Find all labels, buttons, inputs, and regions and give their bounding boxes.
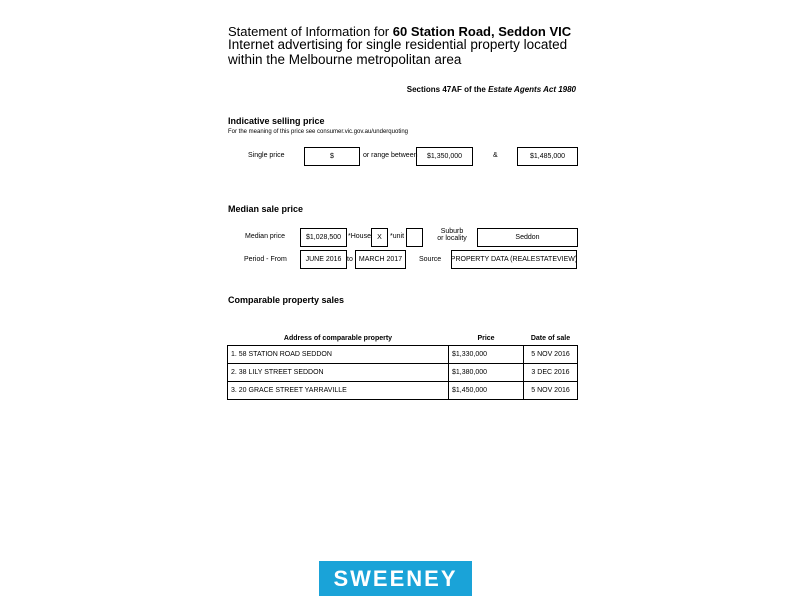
underquoting-note: For the meaning of this price see consumer.vic.gov.au/underquoting [228, 129, 408, 135]
ampersand: & [493, 152, 498, 159]
source-label: Source [419, 256, 442, 263]
table-row [228, 364, 578, 382]
sections-prefix: Sections 47AF of the [406, 85, 489, 94]
table-header-row [228, 331, 578, 346]
period-to-field: MARCH 2017 [355, 250, 406, 269]
comparable-price: $1,330,000 [449, 346, 524, 364]
sweeney-logo: SWEENEY [319, 561, 472, 596]
range-low-field: $1,350,000 [416, 147, 473, 166]
median-price-label: Median price [245, 233, 286, 240]
title-prefix: Statement of Information for [228, 24, 393, 39]
table-row [228, 382, 578, 400]
column-header-price: Price [477, 334, 495, 342]
suburb-label-line2: or locality [437, 235, 467, 242]
period-from-field: JUNE 2016 [300, 250, 347, 269]
table-row [228, 346, 578, 364]
suburb-label [437, 228, 467, 242]
column-header-address: Address of comparable property [283, 334, 393, 342]
column-header-date: Date of sale [530, 334, 571, 342]
range-high-field: $1,485,000 [517, 147, 578, 166]
house-label: *House [348, 233, 371, 240]
suburb-field: Seddon [477, 228, 578, 247]
sections-reference [300, 85, 576, 94]
to-label: to [347, 256, 353, 263]
comparable-date: 3 DEC 2016 [524, 364, 578, 382]
comparable-date: 5 NOV 2016 [524, 346, 578, 364]
comparable-address: 1. 58 STATION ROAD SEDDON [228, 346, 449, 364]
suburb-label-line1: Suburb [440, 228, 464, 235]
unit-label: *unit [390, 233, 405, 240]
source-field: PROPERTY DATA (REALESTATEVIEW) [451, 250, 577, 269]
document-subtitle: Internet advertising for single residential property located within the Melbourne metropolitan area [228, 37, 568, 67]
comparable-sales-table [227, 331, 578, 400]
comparable-price: $1,380,000 [449, 364, 524, 382]
comparable-address: 2. 38 LILY STREET SEDDON [228, 364, 449, 382]
median-heading: Median sale price [228, 204, 304, 214]
comparable-price: $1,450,000 [449, 382, 524, 400]
comparable-date: 5 NOV 2016 [524, 382, 578, 400]
comparable-heading: Comparable property sales [228, 295, 345, 305]
range-label: or range between [363, 152, 418, 159]
single-price-label: Single price [248, 152, 285, 159]
house-checkbox: X [371, 228, 388, 247]
unit-checkbox [406, 228, 423, 247]
act-name: Estate Agents Act 1980 [488, 85, 576, 94]
single-price-field: $ [304, 147, 360, 166]
indicative-heading: Indicative selling price [228, 116, 325, 126]
title-address: 60 Station Road, Seddon VIC [392, 24, 572, 39]
median-price-field: $1,028,500 [300, 228, 347, 247]
period-label: Period - From [244, 256, 287, 263]
comparable-address: 3. 20 GRACE STREET YARRAVILLE [228, 382, 449, 400]
